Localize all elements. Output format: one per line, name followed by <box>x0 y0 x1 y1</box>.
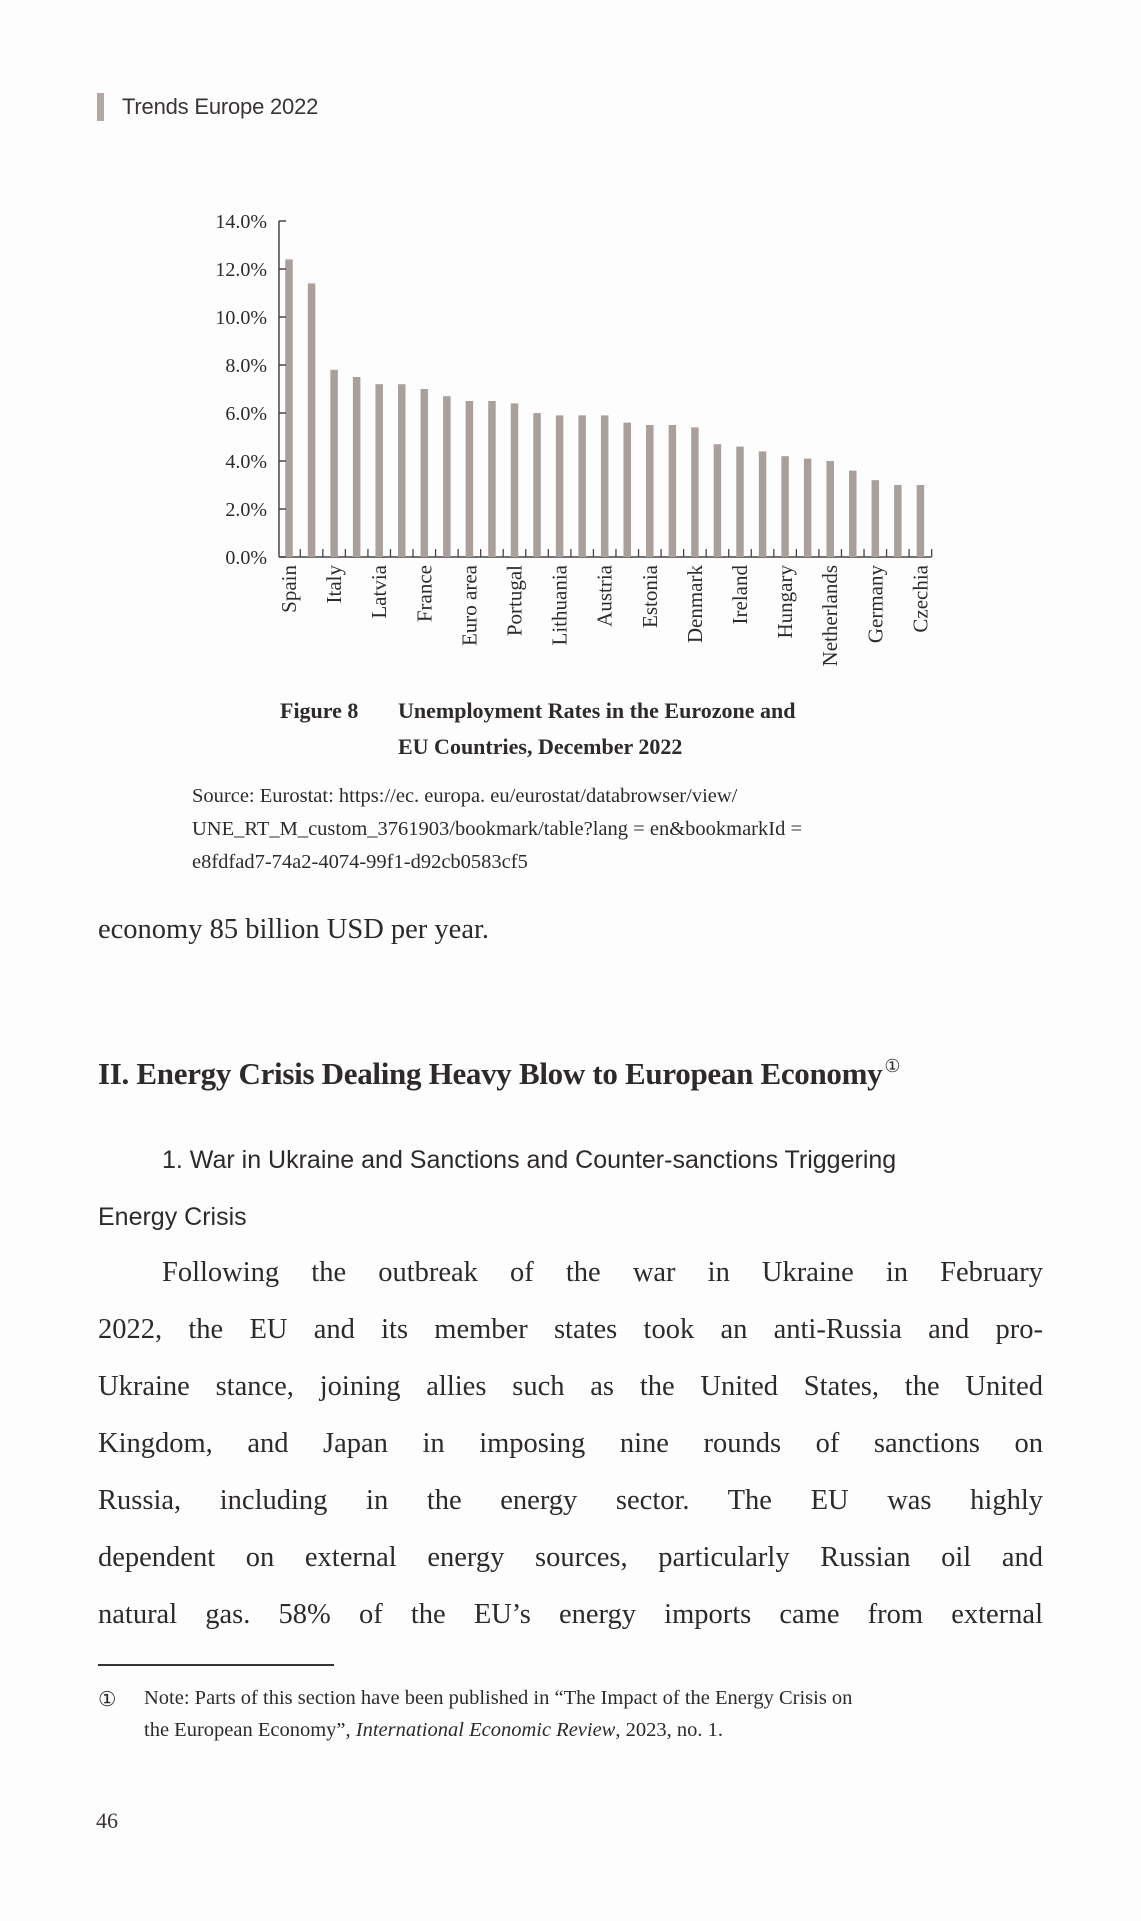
paragraph-line: dependent on external energy sources, particularly Russian oil and <box>98 1542 1043 1573</box>
x-tick-label: Latvia <box>367 565 392 619</box>
bar <box>759 451 767 557</box>
running-head-title: Trends Europe 2022 <box>122 94 319 119</box>
bar <box>872 480 880 557</box>
bar <box>353 377 361 557</box>
bar <box>691 427 699 557</box>
bar <box>375 384 383 557</box>
footnote-text: the European Economy”, <box>144 1719 356 1741</box>
bar <box>443 396 451 557</box>
bar <box>308 283 316 557</box>
bar <box>556 415 564 557</box>
section-heading-text: II. Energy Crisis Dealing Heavy Blow to European Economy <box>98 1056 883 1091</box>
y-tick-label: 2.0% <box>225 499 267 521</box>
bar <box>421 389 429 557</box>
x-tick-label: Ireland <box>728 565 752 625</box>
journal-title: International Economic Review <box>355 1719 616 1741</box>
bar <box>646 425 654 557</box>
figure-source-line: Source: Eurostat: https://ec. europa. eu/eurostat/databrowser/view/ <box>192 785 738 807</box>
bar <box>781 456 789 557</box>
y-tick-label: 12.0% <box>215 259 267 281</box>
page-number: 46 <box>96 1808 118 1833</box>
x-tick-label: Denmark <box>682 565 707 644</box>
bar <box>849 471 857 557</box>
y-tick-label: 10.0% <box>215 307 267 329</box>
bar <box>826 461 834 557</box>
footnote-line: Note: Parts of this section have been published in “The Impact of the Energy Crisis on <box>144 1687 853 1709</box>
continuation-text: economy 85 billion USD per year. <box>98 914 490 945</box>
x-tick-label: Austria <box>592 565 617 627</box>
bar <box>466 401 474 557</box>
chart-bars <box>285 259 931 557</box>
figure-title-line2: EU Countries, December 2022 <box>398 734 683 759</box>
bar <box>398 384 406 557</box>
x-tick-label: Euro area <box>457 565 482 647</box>
x-tick-label: Italy <box>322 565 347 604</box>
footnote-line <box>144 1719 723 1742</box>
section-heading <box>98 1056 900 1092</box>
bar <box>714 444 722 557</box>
y-tick-label: 0.0% <box>225 547 267 569</box>
figure-source-line: e8fdfad7-74a2-4074-99f1-d92cb0583cf5 <box>192 851 528 873</box>
paragraph-line: 2022, the EU and its member states took an anti-Russia and pro- <box>98 1314 1043 1345</box>
paragraph-line: Ukraine stance, joining allies such as the United States, the United <box>98 1371 1043 1402</box>
figure-title-line1: Unemployment Rates in the Eurozone and <box>398 698 796 723</box>
bar <box>624 423 632 557</box>
y-tick-label: 6.0% <box>225 403 267 425</box>
x-tick-label: Lithuania <box>547 565 572 646</box>
x-tick-label: Germany <box>863 565 888 644</box>
bar <box>511 403 519 557</box>
footnote-text: , 2023, no. 1. <box>615 1719 723 1741</box>
bar <box>669 425 677 557</box>
subheading-line: Energy Crisis <box>98 1203 247 1231</box>
y-tick-label: 8.0% <box>225 355 267 377</box>
bar <box>804 459 812 557</box>
figure-source-line: UNE_RT_M_custom_3761903/bookmark/table?lang = en&bookmarkId = <box>192 818 803 840</box>
bar <box>285 259 293 557</box>
x-tick-label: Spain <box>277 565 301 613</box>
x-tick-label: Estonia <box>637 565 662 628</box>
paragraph-line: natural gas. 58% of the EU’s energy imports came from external <box>98 1599 1043 1630</box>
x-tick-label: France <box>412 565 437 623</box>
x-tick-label: Portugal <box>502 565 527 637</box>
x-tick-label: Hungary <box>773 565 798 639</box>
paragraph-line: Russia, including in the energy sector. The EU was highly <box>98 1485 1043 1516</box>
footnote-reference[interactable]: ① <box>884 1056 901 1076</box>
bar <box>533 413 541 557</box>
y-tick-label: 14.0% <box>215 211 267 233</box>
x-axis-labels <box>277 564 932 666</box>
paragraph-line: Kingdom, and Japan in imposing nine rounds of sanctions on <box>98 1428 1043 1459</box>
bar <box>736 447 744 557</box>
figure-number: Figure 8 <box>280 698 359 723</box>
bar <box>917 485 925 557</box>
footnote-divider <box>98 1664 334 1666</box>
bar <box>578 415 586 557</box>
bar <box>330 370 338 557</box>
y-tick-label: 4.0% <box>225 451 267 473</box>
bar <box>488 401 496 557</box>
unemployment-bar-chart <box>0 0 1141 700</box>
paragraph-line: Following the outbreak of the war in Ukraine in February <box>162 1257 1043 1288</box>
y-axis-ticks <box>215 211 286 569</box>
bar <box>601 415 609 557</box>
x-tick-label: Czechia <box>908 565 933 633</box>
footnote-marker: ① <box>98 1689 117 1711</box>
x-tick-label: Netherlands <box>818 565 843 667</box>
bar <box>894 485 902 557</box>
subheading-line: 1. War in Ukraine and Sanctions and Counter-sanctions Triggering <box>162 1146 897 1174</box>
